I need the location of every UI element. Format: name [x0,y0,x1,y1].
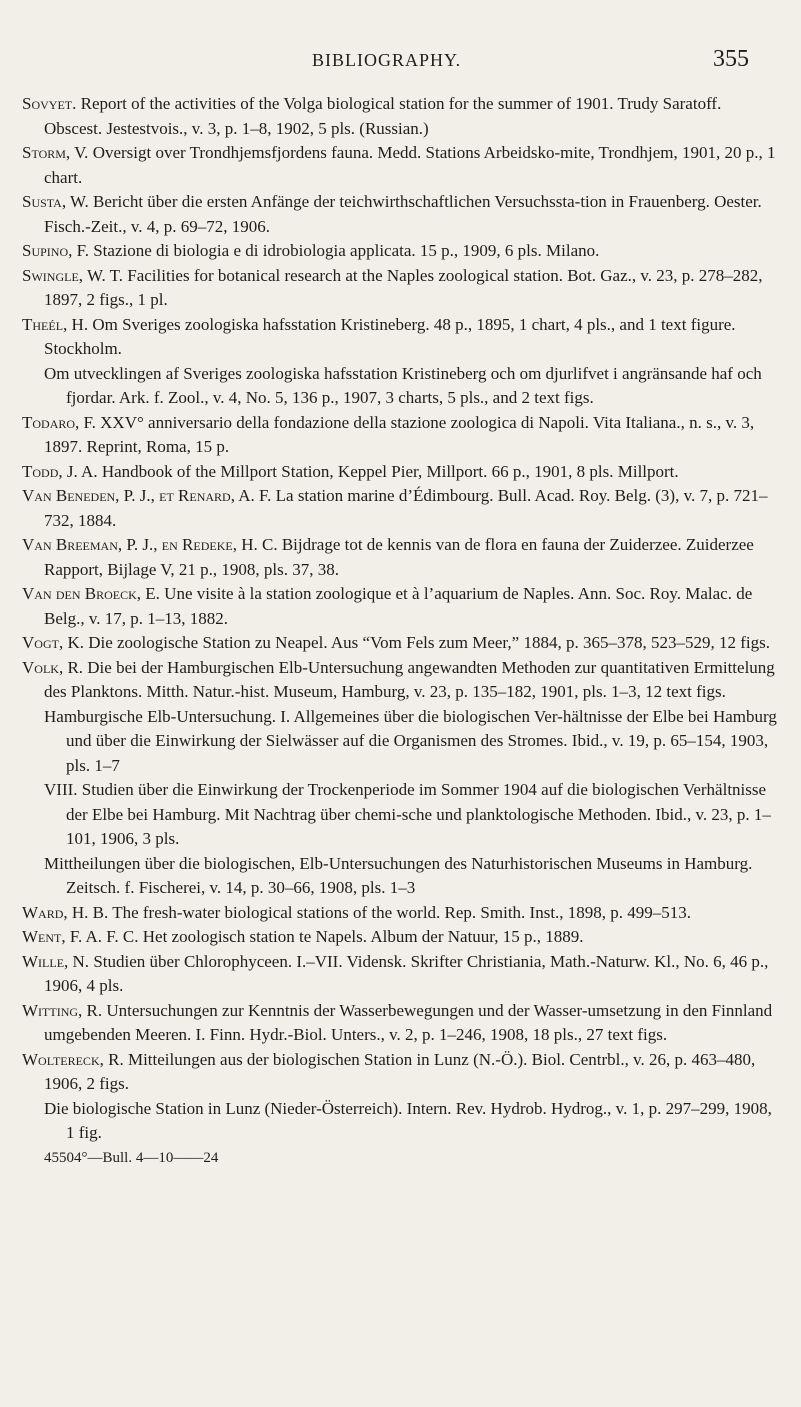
entry-text: Handbook of the Millport Station, Keppel Pier, Millport. 66 p., 1901, 8 pls. Millport. [97,461,679,481]
entry-text: XXV° anniversario della fondazione della stazione zoologica di Napoli. Vita Italiana., n. s., v. 3, 1897. Reprint, Roma, 15 p. [44,412,755,456]
bibliography-entry [22,190,780,239]
entry-author: Van Beneden, P. J., et Renard, A. F. [22,486,272,505]
bibliography-entry [22,141,780,190]
bibliography-entry [22,411,780,460]
entry-author: Todd, J. A. [22,461,98,481]
entry-author: Sovyet. [22,94,77,113]
bibliography-entry [22,460,780,485]
entry-text: Die zoologische Station zu Neapel. Aus “Vom Fels zum Meer,” 1884, p. 365–378, 523–529, 12 figs. [83,633,770,652]
bibliography-list [22,92,780,1170]
entry-text: Om Sveriges zoologiska hafsstation Kristineberg. 48 p., 1895, 1 chart, 4 pls., and 1 text figure. Stockholm. [44,314,736,358]
bibliography-entry [22,313,780,362]
bibliography-entry [22,582,780,631]
entry-text: Oversigt over Trondhjemsfjordens fauna. Medd. Stations Arbeidsko-mite, Trondhjem, 1901, 20 p., 1 chart. [44,143,776,187]
entry-author: Swingle, W. T. [22,265,124,285]
bibliography-entry [22,656,780,705]
bibliography-entry [22,92,780,141]
entry-text: Bijdrage tot de kennis van de flora en fauna der Zuiderzee. Zuiderzee Rapport, Bijlage V, 21 p., 1908, pls. 37, 38. [44,535,754,579]
entry-text: Mittheilungen über die biologischen, Elb-Untersuchungen des Naturhistorischen Museums in Hamburg. Zeitsch. f. Fischerei, v. 14, p. 30–66, 1908, pls. 1–3 [44,853,753,897]
entry-text: Facilities for botanical research at the Naples zoological station. Bot. Gaz., v. 23, p. 278–282, 1897, 2 figs., 1 pl. [44,265,763,309]
running-head [0,46,801,76]
entry-author: Van den Broeck, E. [22,584,160,603]
entry-text: Die bei der Hamburgischen Elb-Untersuchung angewandten Methoden zur quantitativen Ermittelung des Planktons. Mitth. Natur.-hist. Museum, Hamburg, v. 23, p. 135–182, 1901, pls. 1–3, 12 text figs. [44,657,775,701]
bibliography-subentry [44,705,780,779]
entry-author: Van Breeman, P. J., en Redeke, H. C. [22,535,278,554]
header-title: BIBLIOGRAPHY. [312,50,462,70]
entry-author: Wille, N. [22,951,90,971]
entry-author: Todaro, F. [22,412,96,432]
entry-text: Het zoologisch station te Napels. Album der Natuur, 15 p., 1889. [138,927,584,946]
bibliography-subentry [44,778,780,852]
bibliography-subentry [44,362,780,411]
entry-text: Om utvecklingen af Sveriges zoologiska hafsstation Kristineberg och om djurlifvet i angränsande haf och fjordar. Ark. f. Zool., v. 4, No. 5, 136 p., 1907, 3 charts, 5 pls., and 2 text figs. [44,363,762,407]
bibliography-entry [22,901,780,926]
entry-author: Storm, V. [22,143,89,162]
entry-text: Mitteilungen aus der biologischen Station in Lunz (N.-Ö.). Biol. Centrbl., v. 26, p. 463–480, 1906, 2 figs. [44,1049,756,1093]
entry-text: VIII. Studien über die Einwirkung der Trockenperiode im Sommer 1904 auf die biologischen Verhältnisse der Elbe bei Hamburg. Mit Nachtrag über chemi-sche und planktologische Methoden. Ibid., v. 23, p. 1–101, 1906, 3 pls. [44,780,771,848]
bibliography-entry [22,1048,780,1097]
entry-text: Hamburgische Elb-Untersuchung. I. Allgemeines über die biologischen Ver-hältnisse der Elbe bei Hamburg und über die Einwirkung der Sielwässer auf die Organismen des Stromes. Ibid., v. 19, p. 65–154, 1903, pls. 1–7 [44,706,777,775]
page-number: 355 [713,46,749,72]
entry-author: Supino, F. [22,241,89,260]
entry-text: La station marine d’Édimbourg. Bull. Acad. Roy. Belg. (3), v. 7, p. 721–732, 1884. [44,486,768,530]
entry-text: Untersuchungen zur Kenntnis der Wasserbewegungen und der Wasser-umsetzung in den Finnland umgebenden Meeren. I. Finn. Hydr.-Biol. Unters., v. 2, p. 1–246, 1908, 18 pls., 27 text figs. [44,1000,773,1044]
entry-text: Die biologische Station in Lunz (Nieder-Österreich). Intern. Rev. Hydrob. Hydrog., v. 1, p. 297–299, 1908, 1 fig. [44,1098,772,1142]
bibliography-entry [22,631,780,656]
bibliography-subentry [44,852,780,901]
entry-text: The fresh-water biological stations of the world. Rep. Smith. Inst., 1898, p. 499–513. [108,902,692,922]
bibliography-entry [22,484,780,533]
entry-author: Susta, W. [22,192,89,211]
entry-author: Volk, R. [22,657,84,677]
entry-text: Stazione di biologia e di idrobiologia applicata. 15 p., 1909, 6 pls. Milano. [88,241,600,260]
entry-text: Bericht über die ersten Anfänge der teichwirthschaftlichen Versuchssta-tion in Frauenberg. Oester. Fisch.-Zeit., v. 4, p. 69–72, 1906. [44,192,762,236]
entry-author: Went, F. A. F. C. [22,927,139,946]
entry-author: Woltereck, R. [22,1049,124,1069]
entry-text: Report of the activities of the Volga biological station for the summer of 1901. Trudy Saratoff. Obscest. Jestestvois., v. 3, p. 1–8, 1902, 5 pls. (Russian.) [44,94,722,138]
bibliography-entry [22,239,780,264]
bibliography-entry [22,950,780,999]
bibliography-entry [22,999,780,1048]
bibliography-entry [22,264,780,313]
entry-author: Vogt, K. [22,633,84,652]
bibliography-entry [22,533,780,582]
entry-text: Une visite à la station zoologique et à l’aquarium de Naples. Ann. Soc. Roy. Malac. de Belg., v. 17, p. 1–13, 1882. [44,584,753,628]
printer-signature: 45504°—Bull. 4—10——24 [44,1149,219,1166]
bibliography-entry [22,925,780,950]
entry-author: Ward, H. B. [22,902,109,922]
bibliography-subentry [44,1097,780,1146]
entry-author: Theél, H. [22,314,89,334]
entry-text: Studien über Chlorophyceen. I.–VII. Vidensk. Skrifter Christiania, Math.-Naturw. Kl., No. 6, 46 p., 1906, 4 pls. [44,951,769,995]
entry-author: Witting, R. [22,1000,103,1020]
